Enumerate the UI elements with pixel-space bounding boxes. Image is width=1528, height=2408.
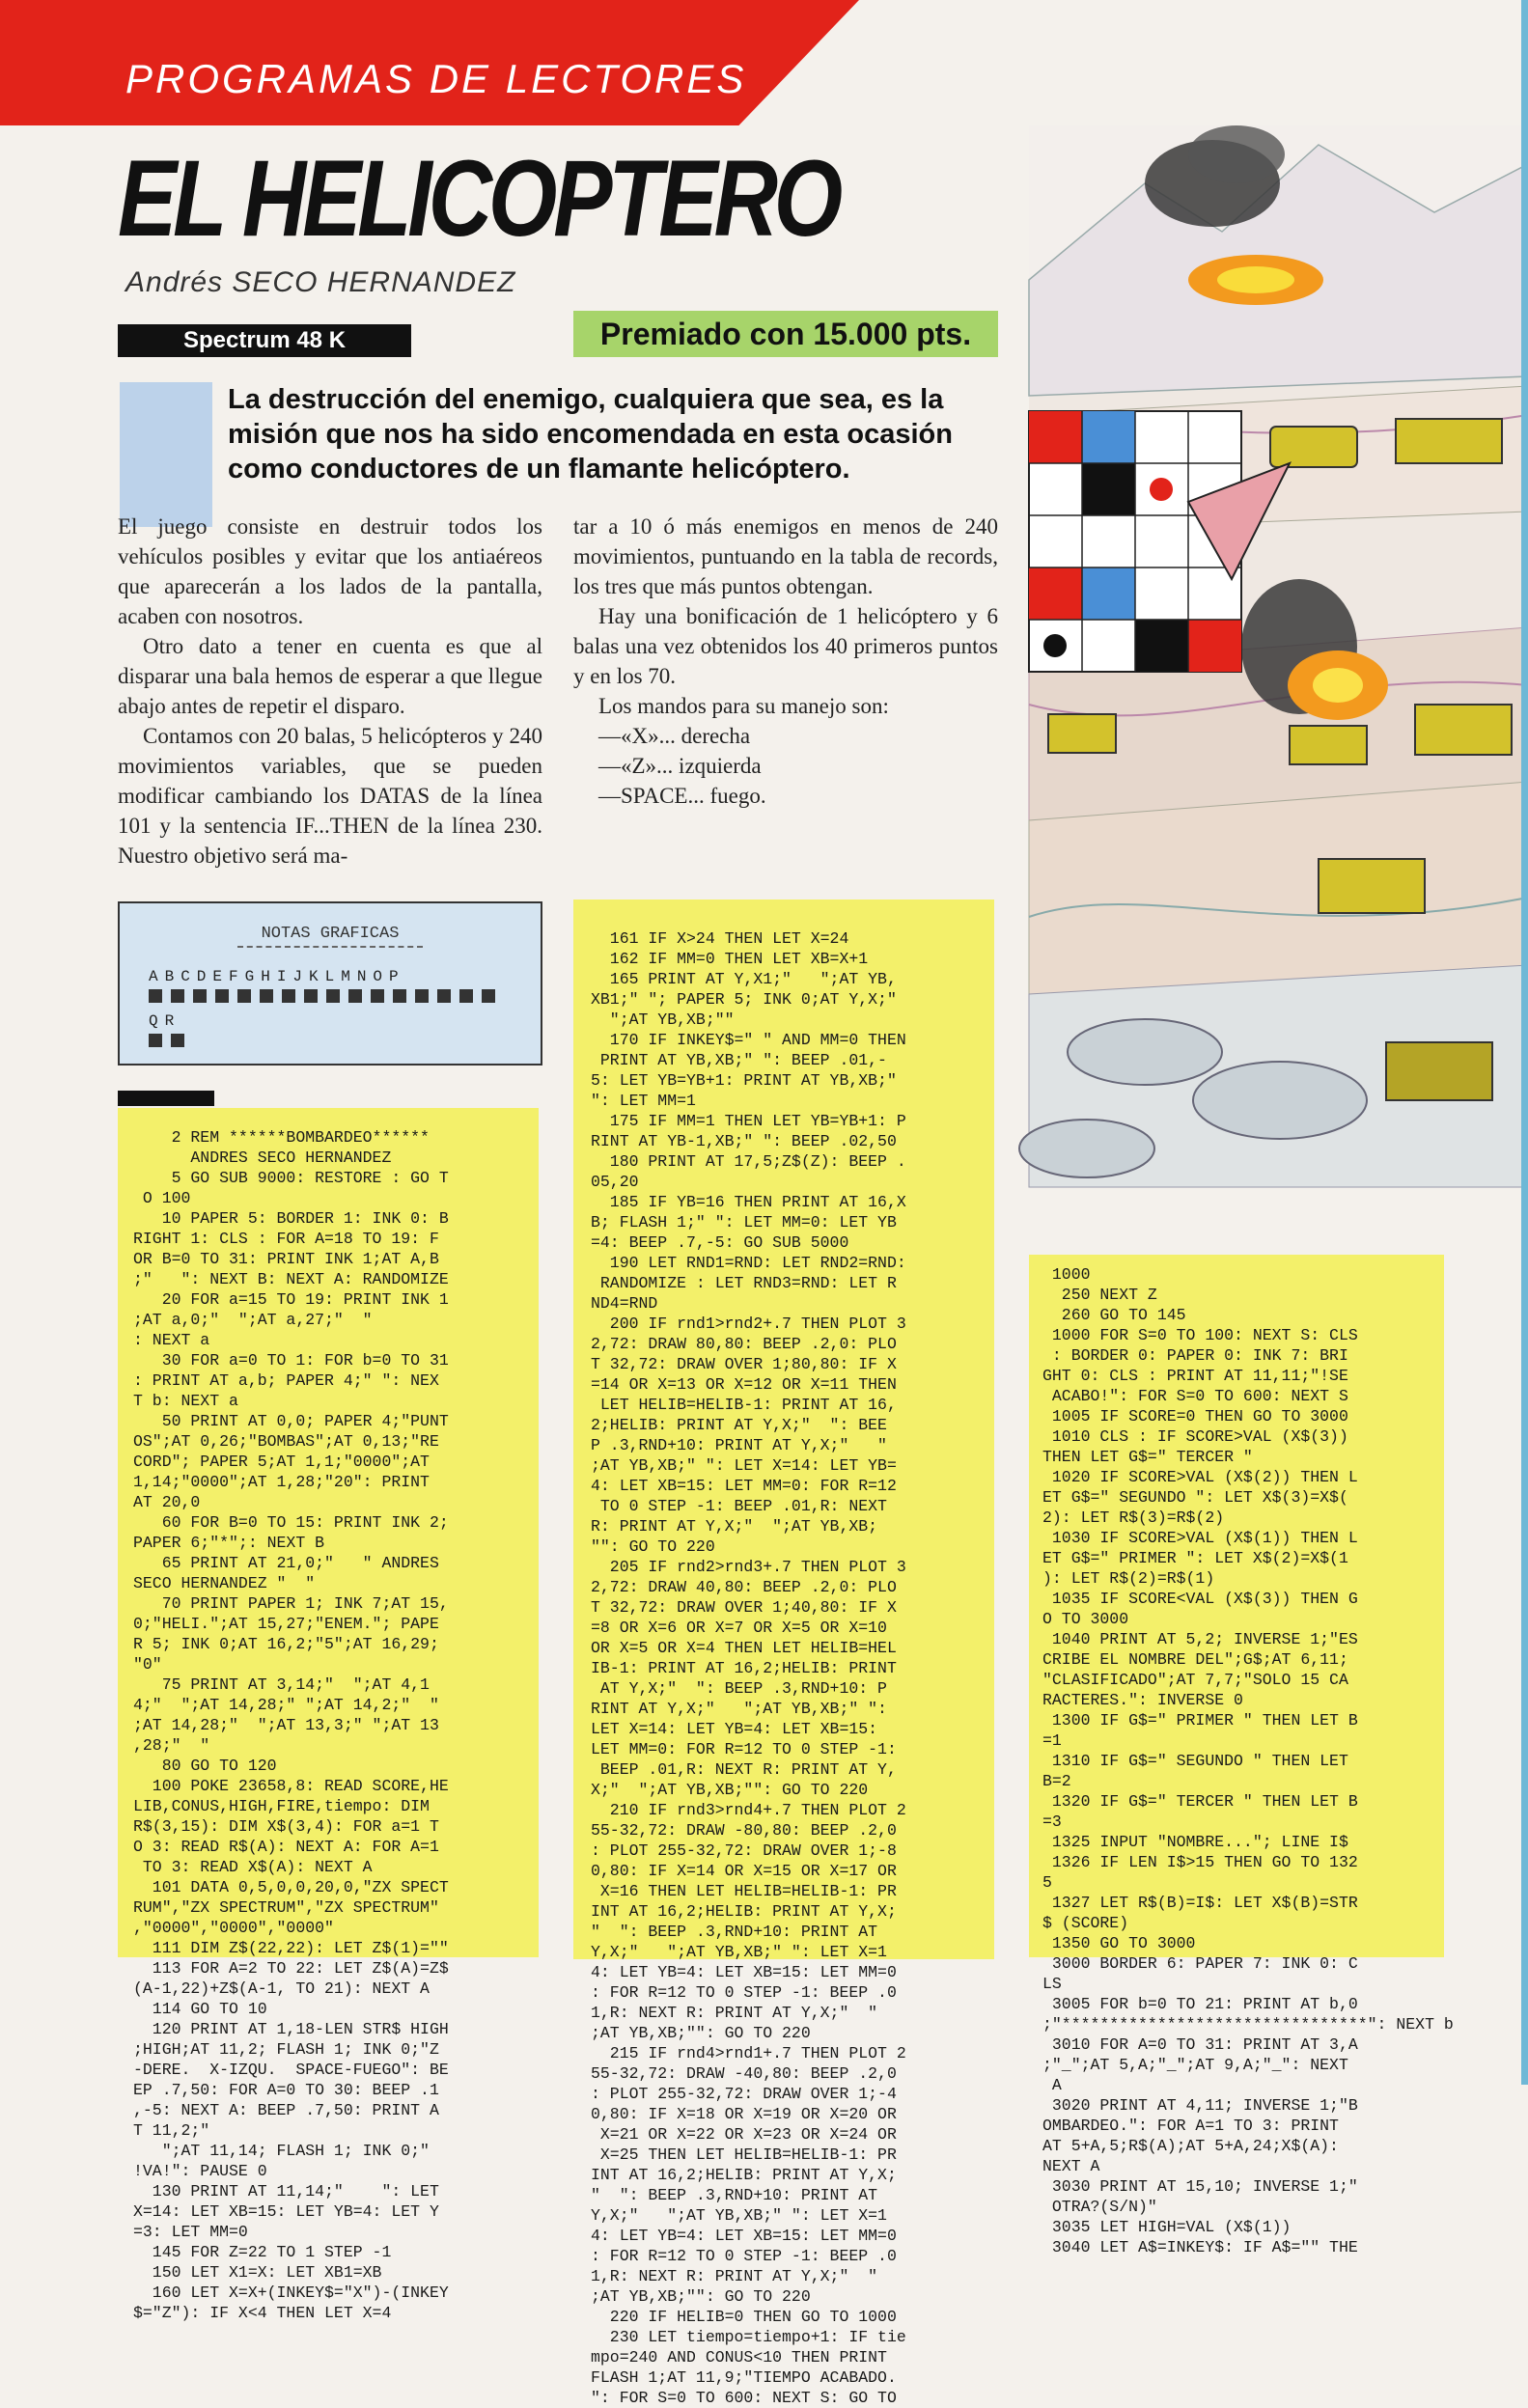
article-title: EL HELICOPTERO: [118, 138, 840, 259]
udg-glyph-icon: [415, 989, 429, 1003]
udg-letters-row-2: QR: [149, 1012, 181, 1030]
graphics-notes-title: NOTAS GRAFICAS: [261, 925, 400, 943]
control-item: —«X»... derecha: [598, 724, 751, 748]
udg-glyph-icon: [237, 989, 251, 1003]
udg-glyph-icon: [348, 989, 362, 1003]
divider: [237, 946, 423, 948]
basic-listing-part-2: 161 IF X>24 THEN LET X=24 162 IF MM=0 THEN LET XB=X+1 165 PRINT AT Y,X1;" ";AT YB, XB1;" "; PAPER 5; INK 0;AT Y,X;" ";AT YB,XB;"" 170 IF INKEY$=" " AND MM=0 THEN PRINT AT YB,XB;" ": BEEP .01,- 5: LET YB=YB+1: PRINT AT YB,XB;" ": LET MM=1 175 IF MM=1 THEN LET YB=YB+1: P RINT AT YB-1,XB;" ": BEEP .02,50 180 PRINT AT 17,5;Z$(Z): BEEP . 05,20 185 IF YB=16 THEN PRINT AT 16,X B; FLASH 1;" ": LET MM=0: LET YB =4: BEEP .7,-5: GO SUB 5000 190 LET RND1=RND: LET RND2=RND: RANDOMIZE : LET RND3=RND: LET R ND4=RND 200 IF rnd1>rnd2+.7 THEN PLOT 3 2,72: DRAW 80,80: BEEP .2,0: PLO T 32,72: DRAW OVER 1;80,80: IF X =14 OR X=13 OR X=12 OR X=11 THEN LET HELIB=HELIB-1: PRINT AT 16, 2;HELIB: PRINT AT Y,X;" ": BEE P .3,RND+10: PRINT AT Y,X;" " ;AT YB,XB;" ": LET X=14: LET YB= 4: LET XB=15: LET MM=0: FOR R=12 TO 0 STEP -1: BEEP .01,R: NEXT R: PRINT AT Y,X;" ";AT YB,XB; "": GO TO 220 205 IF rnd2>rnd3+.7 THEN PLOT 3 2,72: DRAW 40,80: BEEP .2,0: PLO T 32,72: DRAW OVER 1;40,80: IF X =8 OR X=6 OR X=7 OR X=5 OR X=10 OR X=5 OR X=4 THEN LET HELIB=HEL IB-1: PRINT AT 16,2;HELIB: PRINT AT Y,X;" ": BEEP .3,RND+10: P RINT AT Y,X;" ";AT YB,XB;" ": LET X=14: LET YB=4: LET XB=15: LET MM=0: FOR R=12 TO 0 STEP -1: BEEP .01,R: NEXT R: PRINT AT Y, X;" ";AT YB,XB;"": GO TO 220 210 IF rnd3>rnd4+.7 THEN PLOT 2 55-32,72: DRAW -80,80: BEEP .2,0 : PLOT 255-32,72: DRAW OVER 1;-8 0,80: IF X=14 OR X=15 OR X=17 OR X=16 THEN LET HELIB=HELIB-1: PR INT AT 16,2;HELIB: PRINT AT Y,X; " ": BEEP .3,RND+10: PRINT AT Y,X;" ";AT YB,XB;" ": LET X=1 4: LET YB=4: LET XB=15: LET MM=0 : FOR R=12 TO 0 STEP -1: BEEP .0 1,R: NEXT R: PRINT AT Y,X;" " ;AT YB,XB;"": GO TO 220 215 IF rnd4>rnd1+.7 THEN PLOT 2 55-32,72: DRAW -40,80: BEEP .2,0 : PLOT 255-32,72: DRAW OVER 1;-4 0,80: IF X=18 OR X=19 OR X=20 OR X=21 OR X=22 OR X=23 OR X=24 OR X=25 THEN LET HELIB=HELIB-1: PR INT AT 16,2;HELIB: PRINT AT Y,X; " ": BEEP .3,RND+10: PRINT AT Y,X;" ";AT YB,XB;" ": LET X=1 4: LET YB=4: LET XB=15: LET MM=0 : FOR R=12 TO 0 STEP -1: BEEP .0 1,R: NEXT R: PRINT AT Y,X;" " ;AT YB,XB;"": GO TO 220 220 IF HELIB=0 THEN GO TO 1000 230 LET tiempo=tiempo+1: IF tie mpo=240 AND CONUS<10 THEN PRINT FLASH 1;AT 11,9;"TIEMPO ACABADO. ": FOR S=0 TO 600: NEXT S: GO TO: [573, 900, 994, 1959]
basic-listing-part-1: 2 REM ******BOMBARDEO****** ANDRES SECO HERNANDEZ 5 GO SUB 9000: RESTORE : GO T O 100 10 PAPER 5: BORDER 1: INK 0: B RIGHT 1: CLS : FOR A=18 TO 19: F OR B=0 TO 31: PRINT INK 1;AT A,B ;" ": NEXT B: NEXT A: RANDOMIZE 20 FOR a=15 TO 19: PRINT INK 1 ;AT a,0;" ";AT a,27;" " : NEXT a 30 FOR a=0 TO 1: FOR b=0 TO 31 : PRINT AT a,b; PAPER 4;" ": NEX T b: NEXT a 50 PRINT AT 0,0; PAPER 4;"PUNT OS";AT 0,26;"BOMBAS";AT 0,13;"RE CORD"; PAPER 5;AT 1,1;"0000";AT 1,14;"0000";AT 1,28;"20": PRINT AT 20,0 60 FOR B=0 TO 15: PRINT INK 2; PAPER 6;"*";: NEXT B 65 PRINT AT 21,0;" " ANDRES SECO HERNANDEZ " " 70 PRINT PAPER 1; INK 7;AT 15, 0;"HELI.";AT 15,27;"ENEM."; PAPE R 5; INK 0;AT 16,2;"5";AT 16,29; "0" 75 PRINT AT 3,14;" ";AT 4,1 4;" ";AT 14,28;" ";AT 14,2;" " ;AT 14,28;" ";AT 13,3;" ";AT 13 ,28;" " 80 GO TO 120 100 POKE 23658,8: READ SCORE,HE LIB,CONUS,HIGH,FIRE,tiempo: DIM R$(3,15): DIM X$(3,4): FOR a=1 T O 3: READ R$(A): NEXT A: FOR A=1 TO 3: READ X$(A): NEXT A 101 DATA 0,5,0,0,20,0,"ZX SPECT RUM","ZX SPECTRUM","ZX SPECTRUM" ,"0000","0000","0000" 111 DIM Z$(22,22): LET Z$(1)="" 113 FOR A=2 TO 22: LET Z$(A)=Z$ (A-1,22)+Z$(A-1, TO 21): NEXT A 114 GO TO 10 120 PRINT AT 1,18-LEN STR$ HIGH ;HIGH;AT 11,2; FLASH 1; INK 0;"Z -DERE. X-IZQU. SPACE-FUEGO": BE EP .7,50: FOR A=0 TO 30: BEEP .1 ,-5: NEXT A: BEEP .7,50: PRINT A T 11,2;" ";AT 11,14; FLASH 1; INK 0;" !VA!": PAUSE 0 130 PRINT AT 11,14;" ": LET X=14: LET XB=15: LET YB=4: LET Y =3: LET MM=0 145 FOR Z=22 TO 1 STEP -1 150 LET X1=X: LET XB1=XB 160 LET X=X+(INKEY$="X")-(INKEY $="Z"): IF X<4 THEN LET X=4: [118, 1108, 539, 1957]
article-lead: La destrucción del enemigo, cualquiera que sea, es la misión que nos ha sido encomendada en esta ocasión como conductores de un flamante helicóptero.: [228, 384, 953, 484]
udg-glyph-icon: [393, 989, 406, 1003]
body-paragraph: El juego consiste en destruir todos los vehículos posibles y evitar que los antiaéreos que aparecerán a los lados de la pantalla, acaben con nosotros.: [118, 514, 542, 628]
udg-letters-row-1: ABCDEFGHIJKLMNOP: [149, 968, 405, 985]
udg-glyph-icon: [171, 989, 184, 1003]
body-paragraph: tar a 10 ó más enemigos en menos de 240 movimientos, puntuando en la tabla de records, los tres que más puntos obtengan.: [573, 514, 998, 598]
graphics-notes-table: [149, 967, 535, 1050]
udg-glyph-icon: [282, 989, 295, 1003]
udg-glyph-icon: [149, 1034, 162, 1047]
udg-glyph-icon: [171, 1034, 184, 1047]
udg-glyph-icon: [371, 989, 384, 1003]
body-paragraph: Contamos con 20 balas, 5 helicópteros y 240 movimientos variables, que se pueden modificar cambiando los DATAS de la línea 101 y la sentencia IF...THEN de la línea 230. Nuestro objetivo será ma-: [118, 724, 542, 868]
udg-glyph-icon: [459, 989, 473, 1003]
section-title: PROGRAMAS DE LECTORES: [125, 56, 747, 101]
body-paragraph: Otro dato a tener en cuenta es que al disparar una bala hemos de esperar a que llegue abajo antes de repetir el disparo.: [118, 634, 542, 718]
control-item: —«Z»... izquierda: [598, 754, 762, 778]
platform-badge: Spectrum 48 K: [118, 324, 411, 357]
udg-glyph-icon: [482, 989, 495, 1003]
listing-tab-marker: [118, 1091, 214, 1106]
body-paragraph: Hay una bonificación de 1 helicóptero y 6 balas una vez obtenidos los 40 primeros puntos y en los 70.: [573, 604, 998, 688]
article-author: Andrés SECO HERNANDEZ: [125, 266, 516, 298]
udg-glyph-icon: [149, 989, 162, 1003]
udg-glyph-icon: [437, 989, 451, 1003]
illustration-svg: [1029, 125, 1528, 1187]
prize-badge: Premiado con 15.000 pts.: [573, 311, 998, 357]
udg-glyph-icon: [215, 989, 229, 1003]
helicopter-battle-illustration: [1029, 125, 1528, 1187]
page-edge: [1521, 0, 1528, 2085]
body-paragraph: Los mandos para su manejo son:: [598, 694, 889, 718]
body-column-1: [118, 512, 542, 871]
udg-glyph-icon: [193, 989, 207, 1003]
body-column-2: [573, 512, 998, 811]
udg-glyph-icon: [260, 989, 273, 1003]
basic-listing-part-3: 1000 250 NEXT Z 260 GO TO 145 1000 FOR S=0 TO 100: NEXT S: CLS : BORDER 0: PAPER 0: INK 7: BRI GHT 0: CLS : PRINT AT 11,11;"!SE ACABO!": FOR S=0 TO 600: NEXT S 1005 IF SCORE=0 THEN GO TO 3000 1010 CLS : IF SCORE>VAL (X$(3)) THEN LET G$=" TERCER " 1020 IF SCORE>VAL (X$(2)) THEN L ET G$=" SEGUNDO ": LET X$(3)=X$( 2): LET R$(3)=R$(2) 1030 IF SCORE>VAL (X$(1)) THEN L ET G$=" PRIMER ": LET X$(2)=X$(1 ): LET R$(2)=R$(1) 1035 IF SCORE<VAL (X$(3)) THEN G O TO 3000 1040 PRINT AT 5,2; INVERSE 1;"ES CRIBE EL NOMBRE DEL";G$;AT 6,11; "CLASIFICADO";AT 7,7;"SOLO 15 CA RACTERES.": INVERSE 0 1300 IF G$=" PRIMER " THEN LET B =1 1310 IF G$=" SEGUNDO " THEN LET B=2 1320 IF G$=" TERCER " THEN LET B =3 1325 INPUT "NOMBRE..."; LINE I$ 1326 IF LEN I$>15 THEN GO TO 132 5 1327 LET R$(B)=I$: LET X$(B)=STR $ (SCORE) 1350 GO TO 3000 3000 BORDER 6: PAPER 7: INK 0: C LS 3005 FOR b=0 TO 21: PRINT AT b,0 ;"********************************": NEXT b 3010 FOR A=0 TO 31: PRINT AT 3,A ;"_";AT 5,A;"_";AT 9,A;"_": NEXT A 3020 PRINT AT 4,11; INVERSE 1;"B OMBARDEO.": FOR A=1 TO 3: PRINT AT 5+A,5;R$(A);AT 5+A,24;X$(A): NEXT A 3030 PRINT AT 15,10; INVERSE 1;" OTRA?(S/N)" 3035 LET HIGH=VAL (X$(1)) 3040 LET A$=INKEY$: IF A$="" THE: [1029, 1255, 1444, 1957]
control-item: —SPACE... fuego.: [598, 784, 766, 808]
udg-glyph-icon: [304, 989, 318, 1003]
lead-accent-bar: [120, 382, 212, 527]
udg-glyphs-row-1: [149, 986, 535, 1006]
udg-glyph-icon: [326, 989, 340, 1003]
udg-glyphs-row-2: [149, 1031, 535, 1050]
graphics-notes-box: [118, 901, 542, 1066]
